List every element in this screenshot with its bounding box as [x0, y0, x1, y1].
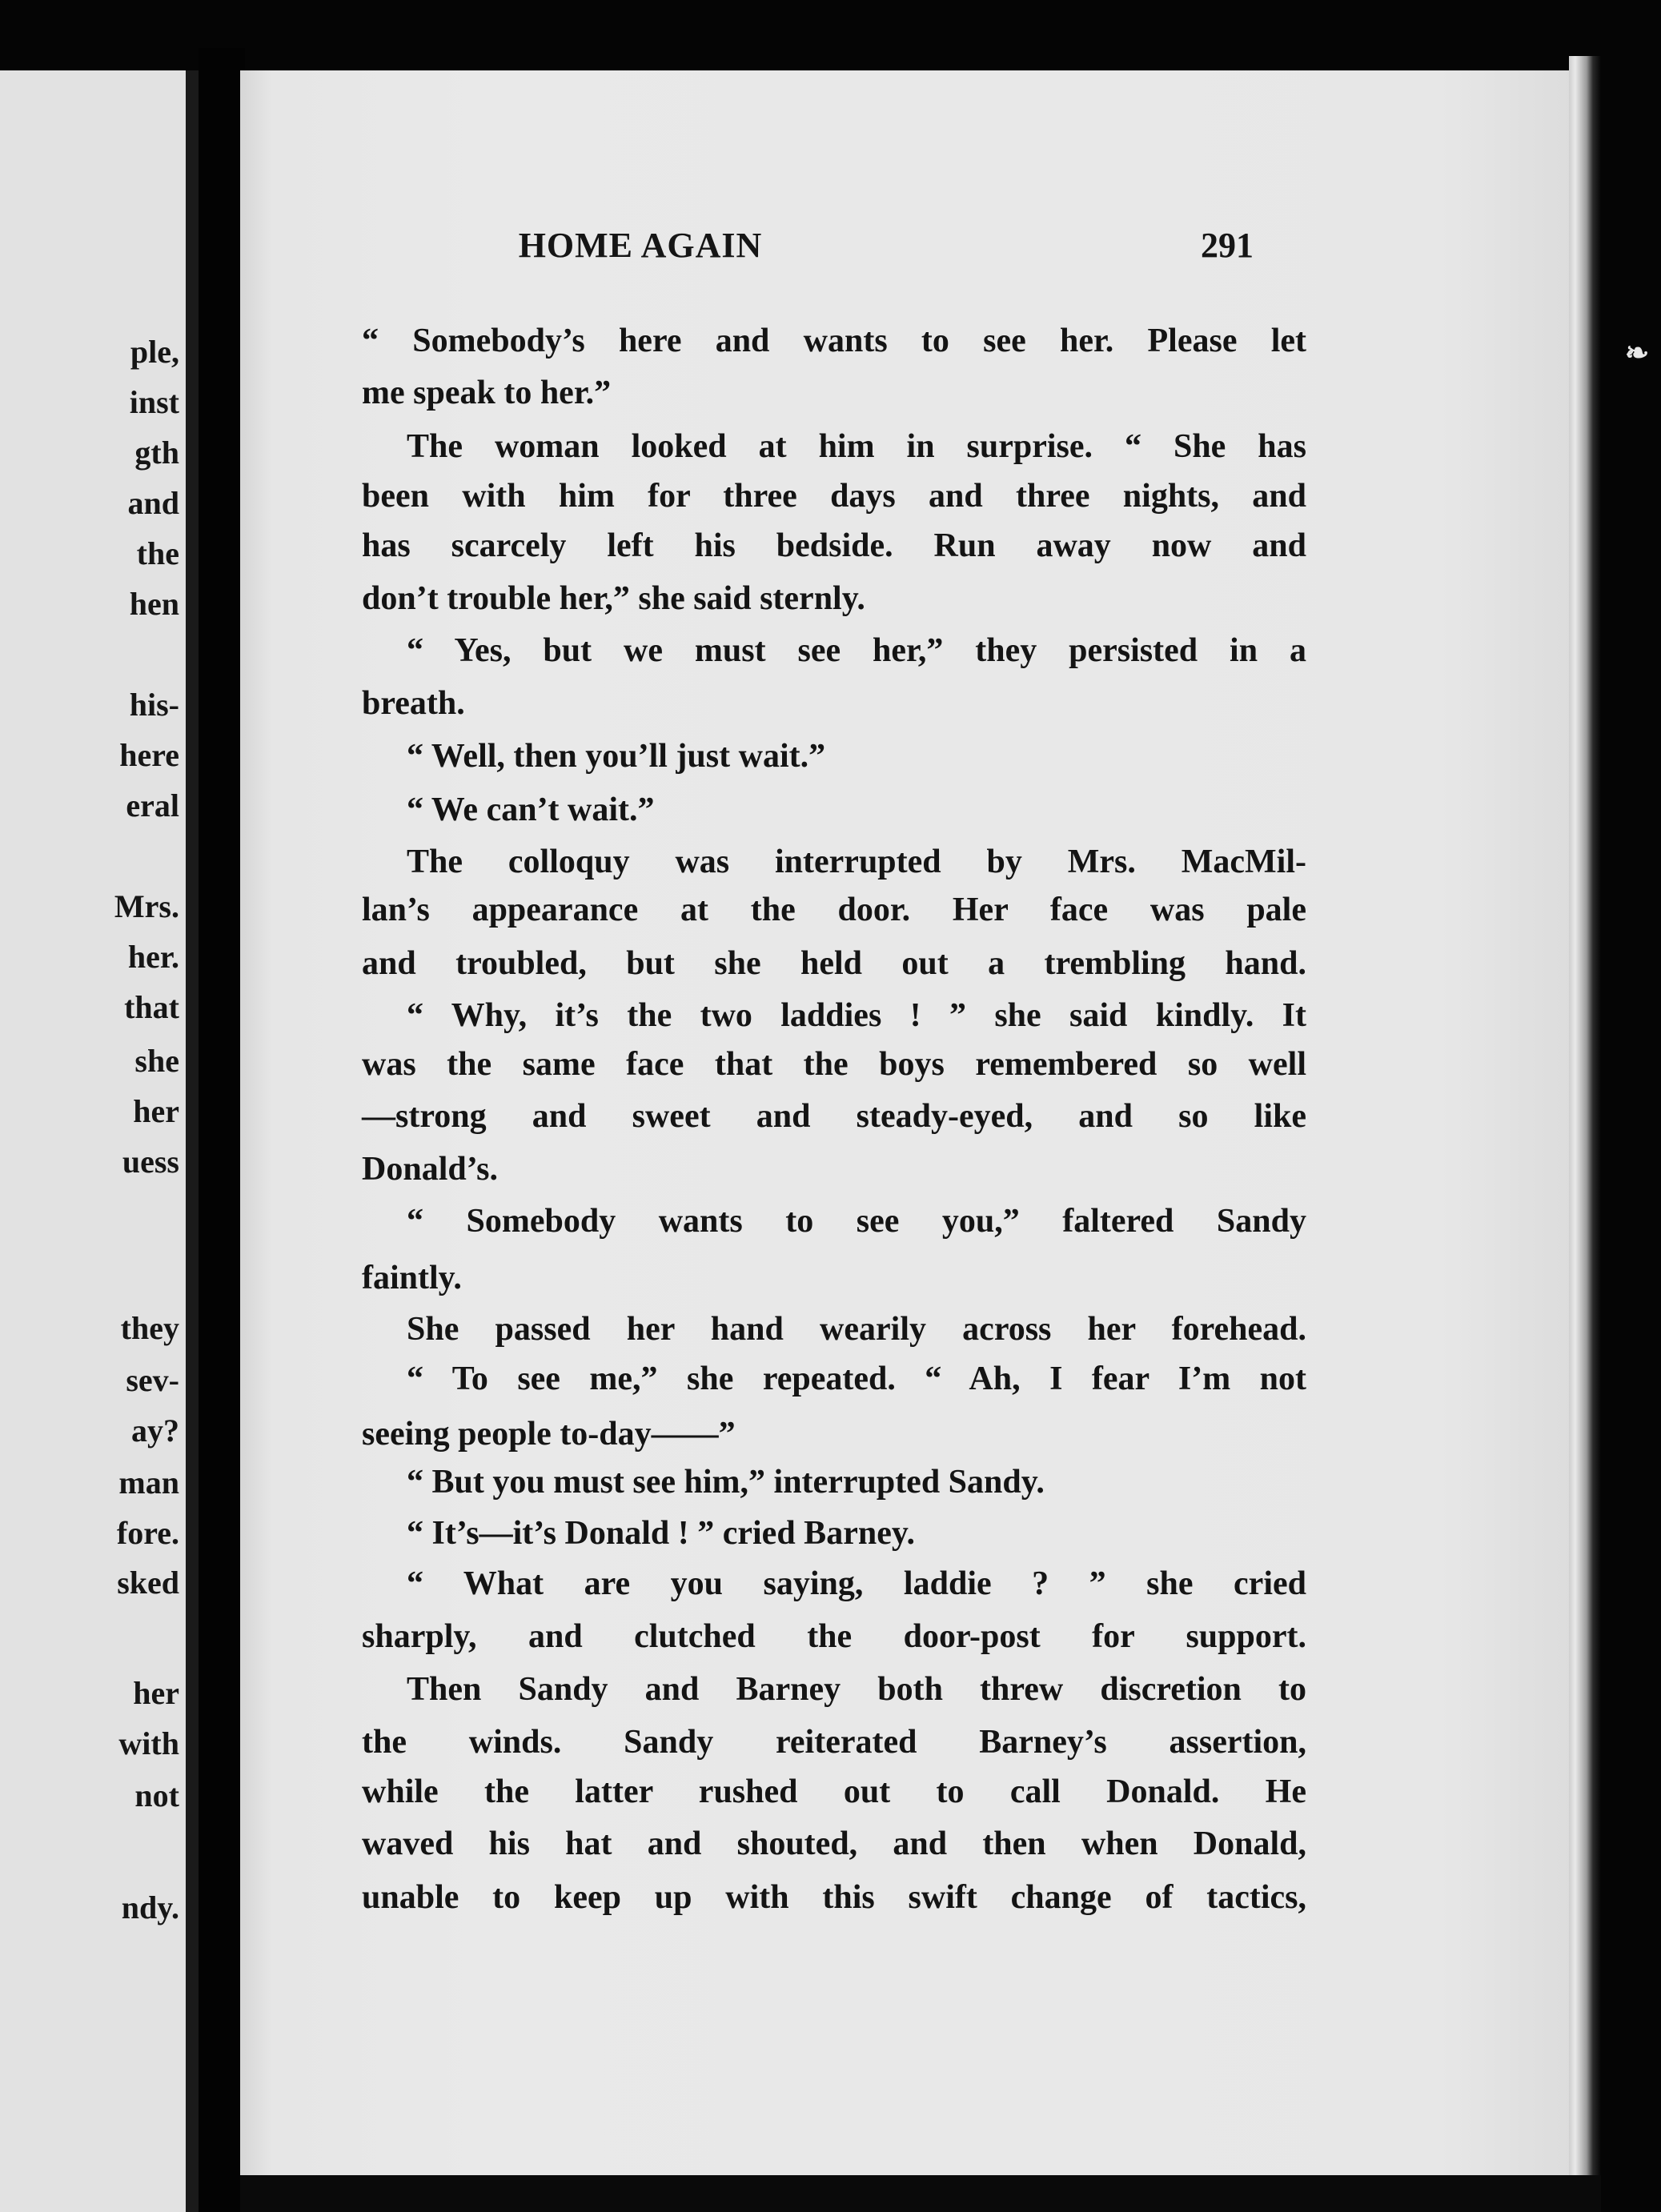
text-line: “ Somebody wants to see you,” faltered Sandy	[407, 1203, 1306, 1240]
text-line: “ What are you saying, laddie ? ” she cried	[407, 1565, 1306, 1602]
text-line: She passed her hand wearily across her forehead.	[407, 1311, 1306, 1348]
previous-page-fragment: ple,	[130, 334, 179, 370]
text-line: “ But you must see him,” interrupted Sandy.	[407, 1464, 1045, 1501]
text-line: The woman looked at him in surprise. “ She has	[407, 428, 1306, 465]
previous-page-fragment: his-	[129, 687, 179, 723]
text-line: and troubled, but she held out a trembling hand.	[362, 945, 1306, 982]
previous-page-fragment: inst	[129, 384, 179, 420]
previous-page-fragment: sev-	[126, 1362, 179, 1398]
previous-page	[0, 70, 186, 2212]
previous-page-fragment: her	[133, 1093, 179, 1129]
text-line: has scarcely left his bedside. Run away now and	[362, 527, 1306, 564]
previous-page-fragment: hen	[129, 586, 179, 622]
page-number: 291	[1201, 226, 1254, 265]
previous-page-fragment: uess	[122, 1144, 179, 1180]
book-binding	[199, 48, 245, 2212]
previous-page-fragment: they	[120, 1310, 179, 1346]
running-header-title: HOME AGAIN	[518, 226, 763, 265]
previous-page-fragment: fore.	[116, 1515, 179, 1551]
previous-page-fragment: sked	[117, 1565, 179, 1601]
text-line: seeing people to-day——”	[362, 1416, 736, 1453]
previous-page-fragment: that	[124, 989, 179, 1025]
text-line: “ It’s—it’s Donald ! ” cried Barney.	[407, 1515, 916, 1552]
text-line: Donald’s.	[362, 1151, 498, 1188]
text-line: “ We can’t wait.”	[407, 791, 655, 828]
text-line: “ Somebody’s here and wants to see her. Please let	[362, 323, 1306, 359]
text-line: The colloquy was interrupted by Mrs. MacMil-	[407, 844, 1306, 880]
text-line: “ To see me,” she repeated. “ Ah, I fear I’m not	[407, 1360, 1306, 1397]
text-line: the winds. Sandy reiterated Barney’s assertion,	[362, 1724, 1306, 1761]
previous-page-fragment: the	[136, 535, 179, 571]
previous-page-fragment: man	[118, 1465, 179, 1501]
text-line: lan’s appearance at the door. Her face was pale	[362, 892, 1306, 928]
text-line: been with him for three days and three nights, and	[362, 478, 1306, 515]
text-line: don’t trouble her,” she said sternly.	[362, 580, 865, 617]
edge-mark: ❧	[1625, 337, 1650, 369]
text-line: was the same face that the boys remembered so well	[362, 1046, 1306, 1083]
previous-page-fragment: ay?	[131, 1413, 179, 1449]
text-line: unable to keep up with this swift change of tactics,	[362, 1879, 1306, 1916]
previous-page-fragment: not	[134, 1777, 179, 1813]
previous-page-fragment: she	[134, 1043, 179, 1079]
text-line: faintly.	[362, 1260, 462, 1296]
text-line: “ Why, it’s the two laddies ! ” she said kindly. It	[407, 997, 1306, 1034]
scan-border-bottom	[240, 2175, 1601, 2212]
text-line: waved his hat and shouted, and then when Donald,	[362, 1825, 1306, 1862]
page-edge	[1569, 56, 1601, 2212]
previous-page-fragment: Mrs.	[114, 888, 179, 924]
previous-page-fragment: with	[118, 1725, 179, 1761]
text-line: breath.	[362, 685, 465, 722]
previous-page-fragment: ndy.	[121, 1889, 179, 1925]
text-line: me speak to her.”	[362, 375, 612, 411]
text-line: while the latter rushed out to call Donald. He	[362, 1773, 1306, 1810]
previous-page-fragment: gth	[134, 435, 179, 471]
previous-page-fragment: and	[127, 485, 179, 521]
previous-page-fragment: here	[119, 737, 179, 773]
text-line: sharply, and clutched the door-post for support.	[362, 1618, 1306, 1655]
previous-page-fragment: her	[133, 1675, 179, 1711]
text-line: Then Sandy and Barney both threw discretion to	[407, 1671, 1306, 1708]
running-header	[240, 0, 1041, 320]
text-line: “ Yes, but we must see her,” they persisted in a	[407, 632, 1306, 669]
text-line: —strong and sweet and steady-eyed, and so like	[362, 1098, 1306, 1135]
text-line: “ Well, then you’ll just wait.”	[407, 738, 826, 775]
previous-page-fragment: eral	[126, 787, 179, 823]
previous-page-fragment: her.	[127, 939, 179, 975]
